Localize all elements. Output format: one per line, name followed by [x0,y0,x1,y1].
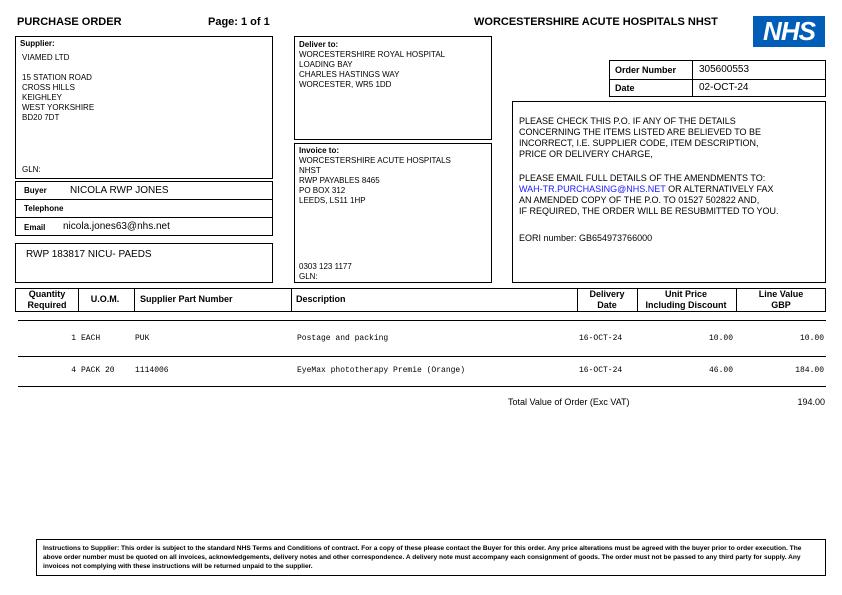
deliver-to-address: WORCESTERSHIRE ROYAL HOSPITAL LOADING BAY CHARLES HASTINGS WAY WORCESTER, WR5 1DD [299,50,446,89]
invoice-to-address: WORCESTERSHIRE ACUTE HOSPITALS NHST RWP PAYABLES 8465 PO BOX 312 LEEDS, LS11 1HP [299,156,451,205]
notice-email-text: PLEASE EMAIL FULL DETAILS OF THE AMENDMENTS TO: WAH-TR.PURCHASING@NHS.NET OR ALTERNATIVELY FAX AN AMENDED COPY OF THE P.O. TO 01527 502822 AND, IF REQUIRED, THE ORDER WILL BE RESUBMITTED TO YOU. [519,173,779,216]
row-uom: PACK 20 [81,366,115,375]
row-unit-price: 10.00 [708,334,733,343]
instructions-box [36,539,826,576]
invoice-to-label: Invoice to: [299,146,340,155]
order-date-label: Date [615,83,635,93]
deliver-to-box [294,36,492,140]
table-row [0,334,842,346]
row-qty: 4 [71,366,76,375]
col-supplier-part: Supplier Part Number [140,294,233,304]
deliver-to-label: Deliver to: [299,40,339,49]
col-delivery-date: Delivery Date [589,289,625,310]
page-number: Page: 1 of 1 [208,16,270,28]
row-date: 16-OCT-24 [579,366,623,375]
row-description: EyeMax phototherapy Premie (Orange) [297,366,466,375]
order-number-value: 305600553 [699,64,750,75]
row-uom: EACH [81,334,101,343]
order-info-box [609,60,826,97]
row-description: Postage and packing [297,334,389,343]
buyer-email: nicola.jones63@nhs.net [63,221,170,232]
col-unit-price: Unit Price Including Discount [645,289,727,310]
col-line-value: Line Value GBP [758,289,804,310]
nhs-logo: NHS [753,16,825,47]
order-reference: RWP 183817 NICU- PAEDS [26,249,152,260]
row-qty: 1 [71,334,76,343]
col-quantity: Quantity Required [27,289,67,310]
order-date-value: 02-OCT-24 [699,82,749,93]
col-description: Description [296,294,346,304]
notice-box [512,101,826,283]
buyer-name: NICOLA RWP JONES [70,185,169,196]
purchasing-email-link[interactable]: WAH-TR.PURCHASING@NHS.NET [519,184,666,194]
document-title: PURCHASE ORDER [17,16,122,28]
row-part: PUK [135,334,150,343]
email-label: Email [24,223,46,232]
total-value: 194.00 [797,397,825,407]
col-uom: U.O.M. [90,294,120,304]
row-part: 1114006 [135,366,169,375]
eori-number: EORI number: GB654973766000 [519,233,653,243]
order-number-label: Order Number [615,65,677,75]
supplier-gln-label: GLN: [22,165,41,174]
telephone-label: Telephone [24,204,64,213]
notice-check-text: PLEASE CHECK THIS P.O. IF ANY OF THE DETAILS CONCERNING THE ITEMS LISTED ARE BELIEVED TO BE INCORRECT, I.E. SUPPLIER CODE, ITEM DESCRIPTION, PRICE OR DELIVERY CHARGE, [519,116,762,159]
row-unit-price: 46.00 [708,366,733,375]
invoice-to-box [294,143,492,283]
supplier-label: Supplier: [20,39,55,48]
supplier-address: VIAMED LTD 15 STATION ROAD CROSS HILLS KEIGHLEY WEST YORKSHIRE BD20 7DT [22,53,95,122]
supplier-box [15,36,273,179]
reference-box [15,243,273,283]
row-date: 16-OCT-24 [579,334,623,343]
invoice-phone: 0303 123 1177 [299,262,352,271]
table-row [0,366,842,378]
invoice-gln-label: GLN: [299,272,318,281]
row-line-value: 10.00 [799,334,824,343]
total-label: Total Value of Order (Exc VAT) [508,397,630,407]
organisation-name: WORCESTERSHIRE ACUTE HOSPITALS NHST [474,16,718,28]
supplier-instructions: Instructions to Supplier: This order is subject to the standard NHS Terms and Conditions of contract. For a copy of these please contact the Buyer for this order. Any price alterations must be agreed with the buyer prior to order execution. The above order number must be quoted on all invoices, acknowledgements, delivery notes and other correspondence. A delivery note must accompany each consignment of goods. The order must not be passed to any third party for supply. Any invoices not complying with these instructions will be returned unpaid to the supplier. [43,545,802,570]
buyer-box [15,181,273,236]
buyer-label: Buyer [24,186,47,195]
row-line-value: 184.00 [795,366,824,375]
